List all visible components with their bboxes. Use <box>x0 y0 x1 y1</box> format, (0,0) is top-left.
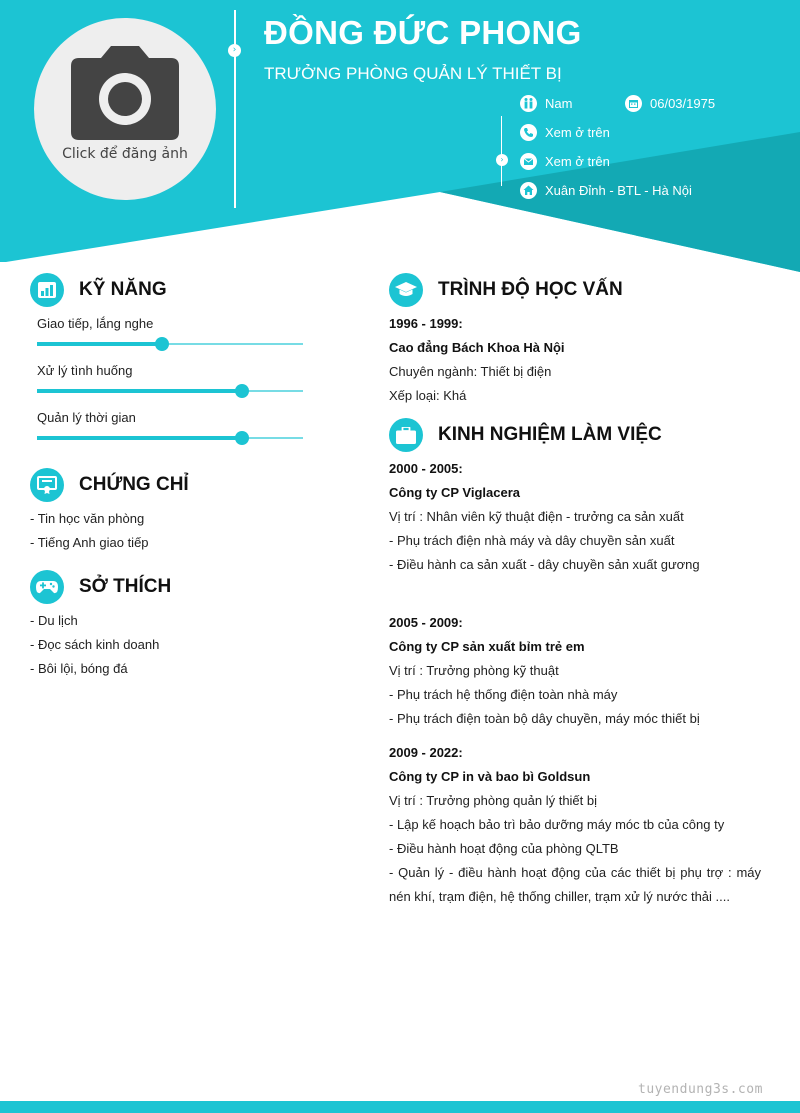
skill-slider-handle <box>235 431 249 445</box>
list-item: - Đọc sách kinh doanh <box>30 637 160 652</box>
skill-slider-handle <box>235 384 249 398</box>
list-item: - Bôi lội, bóng đá <box>30 661 128 676</box>
phone-icon <box>520 124 537 141</box>
certificate-icon <box>30 468 64 502</box>
job-entry <box>389 611 761 731</box>
job-line: - Phụ trách điện nhà máy và dây chuyền sản xuất <box>389 533 675 548</box>
gender-icon <box>520 95 537 112</box>
job-line: Vị trí : Trưởng phòng kỹ thuật <box>389 663 559 678</box>
skill-item <box>37 363 303 392</box>
birthday-row <box>625 95 715 112</box>
address-value: Xuân Đỉnh - BTL - Hà Nội <box>545 183 692 198</box>
skill-level-bar <box>37 390 303 392</box>
education-line: Chuyên ngành: Thiết bị điện <box>389 364 552 379</box>
job-entry <box>389 457 761 577</box>
graduation-cap-icon <box>389 273 423 307</box>
job-line: - Điều hành hoạt động của phòng QLTB <box>389 841 619 856</box>
skills-heading <box>30 273 167 307</box>
bar-chart-icon <box>30 273 64 307</box>
list-item: - Du lịch <box>30 613 78 628</box>
education-heading <box>389 273 623 307</box>
job-period: 2009 - 2022: <box>389 745 463 760</box>
gender-row <box>520 95 572 112</box>
skill-item <box>37 316 303 345</box>
school-name: Cao đẳng Bách Khoa Hà Nội <box>389 340 565 355</box>
skill-name: Xử lý tình huống <box>37 363 133 378</box>
list-item: - Tiếng Anh giao tiếp <box>30 535 149 550</box>
job-period: 2000 - 2005: <box>389 461 463 476</box>
education-period: 1996 - 1999: <box>389 316 463 331</box>
certificates-list <box>30 507 149 555</box>
info-divider <box>501 116 502 186</box>
address-row <box>520 182 692 199</box>
skill-level-bar <box>37 343 303 345</box>
job-line: - Phụ trách hệ thống điện toàn nhà máy <box>389 687 618 702</box>
education-line: Xếp loại: Khá <box>389 388 467 403</box>
job-entry <box>389 741 761 909</box>
avatar-upload[interactable] <box>34 18 216 200</box>
phone-value: Xem ở trên <box>545 125 610 140</box>
hobbies-heading <box>30 570 171 604</box>
education-title: TRÌNH ĐỘ HỌC VẤN <box>438 279 623 300</box>
footer-bar <box>0 1101 800 1113</box>
certificates-title: CHỨNG CHỈ <box>79 474 189 495</box>
watermark-text: tuyendung3s.com <box>638 1082 763 1097</box>
chevron-right-icon: › <box>228 44 241 57</box>
certificates-heading <box>30 468 189 502</box>
cv-header <box>0 0 800 272</box>
job-line: Vị trí : Trưởng phòng quản lý thiết bị <box>389 793 598 808</box>
email-icon <box>520 153 537 170</box>
company-name: Công ty CP Viglacera <box>389 485 521 500</box>
header-divider <box>234 10 236 208</box>
candidate-name: ĐỒNG ĐỨC PHONG <box>264 14 582 51</box>
gender-value: Nam <box>545 96 573 111</box>
skill-name: Giao tiếp, lắng nghe <box>37 316 154 331</box>
chevron-right-icon: › <box>496 154 508 166</box>
calendar-icon <box>625 95 642 112</box>
skills-title: KỸ NĂNG <box>79 279 167 300</box>
hobbies-title: SỞ THÍCH <box>79 576 172 597</box>
list-item: - Tin học văn phòng <box>30 511 145 526</box>
job-line: Vị trí : Nhân viên kỹ thuật điện - trưởng ca sản xuất <box>389 509 684 524</box>
job-line: - Quản lý - điều hành hoạt động của các thiết bị phụ trợ : máy nén khí, trạm điện, hệ thống chiller, trạm xử lý nước thải .... <box>389 865 761 904</box>
experience-heading <box>389 418 662 452</box>
phone-row <box>520 124 610 141</box>
company-name: Công ty CP in và bao bì Goldsun <box>389 769 591 784</box>
education-entry <box>389 312 761 408</box>
job-line: - Phụ trách điện toàn bộ dây chuyền, máy móc thiết bị <box>389 711 700 726</box>
camera-icon <box>71 46 179 140</box>
skill-slider-handle <box>155 337 169 351</box>
skill-item <box>37 410 303 439</box>
candidate-job-title: TRƯỞNG PHÒNG QUẢN LÝ THIẾT BỊ <box>264 64 562 83</box>
briefcase-icon <box>389 418 423 452</box>
skill-name: Quản lý thời gian <box>37 410 136 425</box>
job-line: - Lập kế hoạch bảo trì bảo dưỡng máy móc tb của công ty <box>389 817 725 832</box>
job-line: - Điều hành ca sản xuất - dây chuyền sản xuất gương <box>389 557 700 572</box>
job-period: 2005 - 2009: <box>389 615 463 630</box>
email-value: Xem ở trên <box>545 154 610 169</box>
experience-title: KINH NGHIỆM LÀM VIỆC <box>438 424 662 445</box>
gamepad-icon <box>30 570 64 604</box>
home-icon <box>520 182 537 199</box>
hobbies-list <box>30 609 159 681</box>
company-name: Công ty CP sản xuất bỉm trẻ em <box>389 639 585 654</box>
email-row <box>520 153 610 170</box>
skill-level-bar <box>37 437 303 439</box>
birthday-value: 06/03/1975 <box>650 96 716 111</box>
upload-photo-label: Click để đăng ảnh <box>62 146 188 162</box>
